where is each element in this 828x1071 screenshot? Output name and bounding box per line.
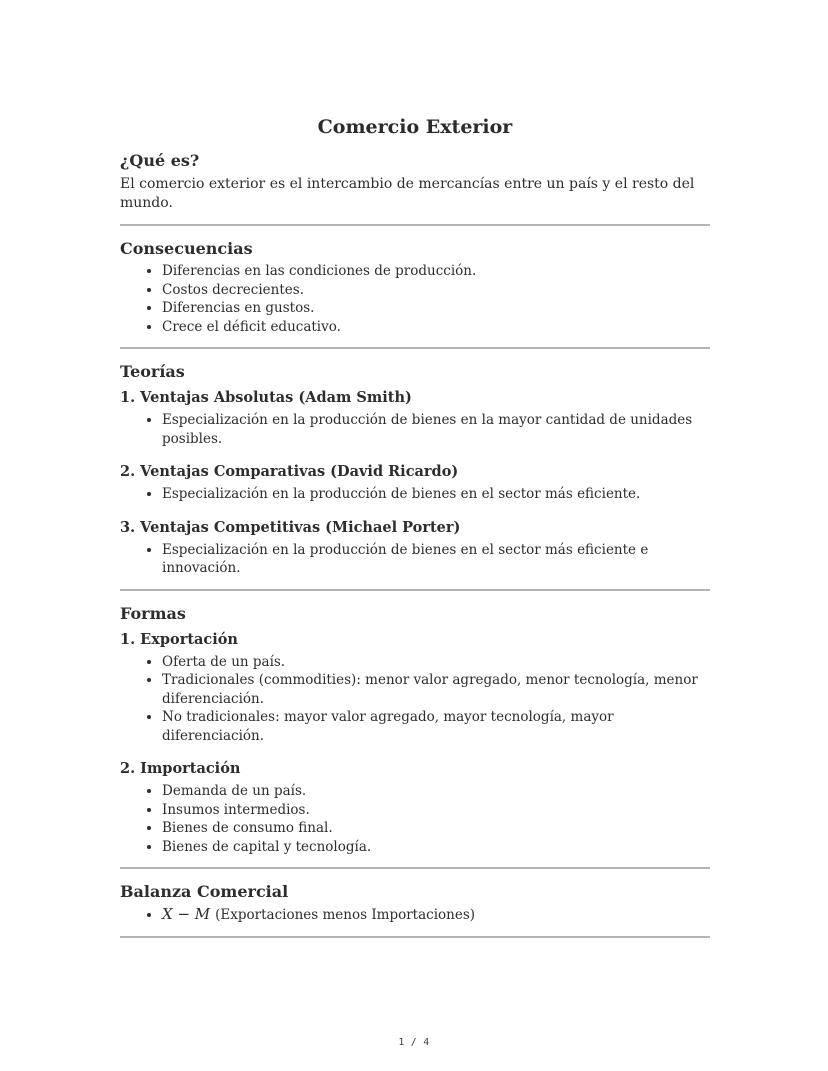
intro-heading: ¿Qué es? — [120, 151, 200, 170]
bullet-item: • Crece el déficit educativo. — [162, 318, 710, 337]
subsection-heading-ventajas-absolutas: 1. Ventajas Absolutas (Adam Smith) — [120, 389, 412, 406]
bullet-list-balanza — [120, 905, 710, 925]
bullet-list-importacion — [120, 782, 710, 856]
bullet-list-ventajas-comparativas — [120, 485, 710, 504]
bullet-item: • Oferta de un país. — [162, 653, 710, 672]
bullet-item: • Bienes de capital y tecnología. — [162, 838, 710, 857]
subsection-heading-ventajas-comparativas: 2. Ventajas Comparativas (David Ricardo) — [120, 463, 459, 480]
formula-term: X − M — [162, 905, 211, 923]
bullet-item: • Diferencias en gustos. — [162, 299, 710, 318]
section-heading-consecuencias: Consecuencias — [120, 239, 253, 258]
page-number: 1 / 4 — [398, 1037, 430, 1048]
bullet-item: • No tradicionales: mayor valor agregado, mayor tecnología, mayor diferenciación. — [162, 708, 710, 745]
section-divider — [120, 936, 710, 938]
intro-text: El comercio exterior es el intercambio de mercancías entre un país y el resto del mundo. — [120, 176, 695, 211]
bullet-item: • Bienes de consumo final. — [162, 819, 710, 838]
bullet-item-formula — [162, 905, 710, 925]
bullet-list-ventajas-absolutas — [120, 411, 710, 448]
subsection-heading-ventajas-competitivas: 3. Ventajas Competitivas (Michael Porter) — [120, 518, 461, 536]
bullet-list-consecuencias — [120, 262, 710, 336]
section-heading-formas: Formas — [120, 603, 186, 623]
bullet-item: • Insumos intermedios. — [162, 801, 710, 820]
subsection-heading-importacion: 2. Importación — [120, 760, 241, 777]
bullet-item: • Especialización en la producción de bienes en el sector más eficiente. — [162, 485, 710, 504]
section-divider — [120, 224, 710, 226]
section-divider — [120, 589, 710, 591]
bullet-item: • Especialización en la producción de bienes en el sector más eficiente e innovación. — [162, 541, 710, 578]
bullet-item: • Tradicionales (commodities): menor valor agregado, menor tecnología, menor diferenciación. — [162, 671, 710, 708]
bullet-item: • Costos decrecientes. — [162, 281, 710, 300]
formula-note: (Exportaciones menos Importaciones) — [215, 907, 476, 923]
bullet-item: • Especialización en la producción de bienes en la mayor cantidad de unidades posibles. — [162, 411, 710, 448]
bullet-list-ventajas-competitivas — [120, 541, 710, 578]
bullet-item: • Diferencias en las condiciones de producción. — [162, 262, 710, 281]
section-heading-balanza: Balanza Comercial — [120, 882, 289, 901]
subsection-heading-exportacion: 1. Exportación — [120, 630, 238, 648]
section-divider — [120, 867, 710, 869]
document-title: Comercio Exterior — [317, 116, 513, 138]
bullet-item: • Demanda de un país. — [162, 782, 710, 801]
bullet-list-exportacion — [120, 653, 710, 746]
section-divider — [120, 347, 710, 349]
section-heading-teorias: Teorías — [120, 362, 185, 381]
